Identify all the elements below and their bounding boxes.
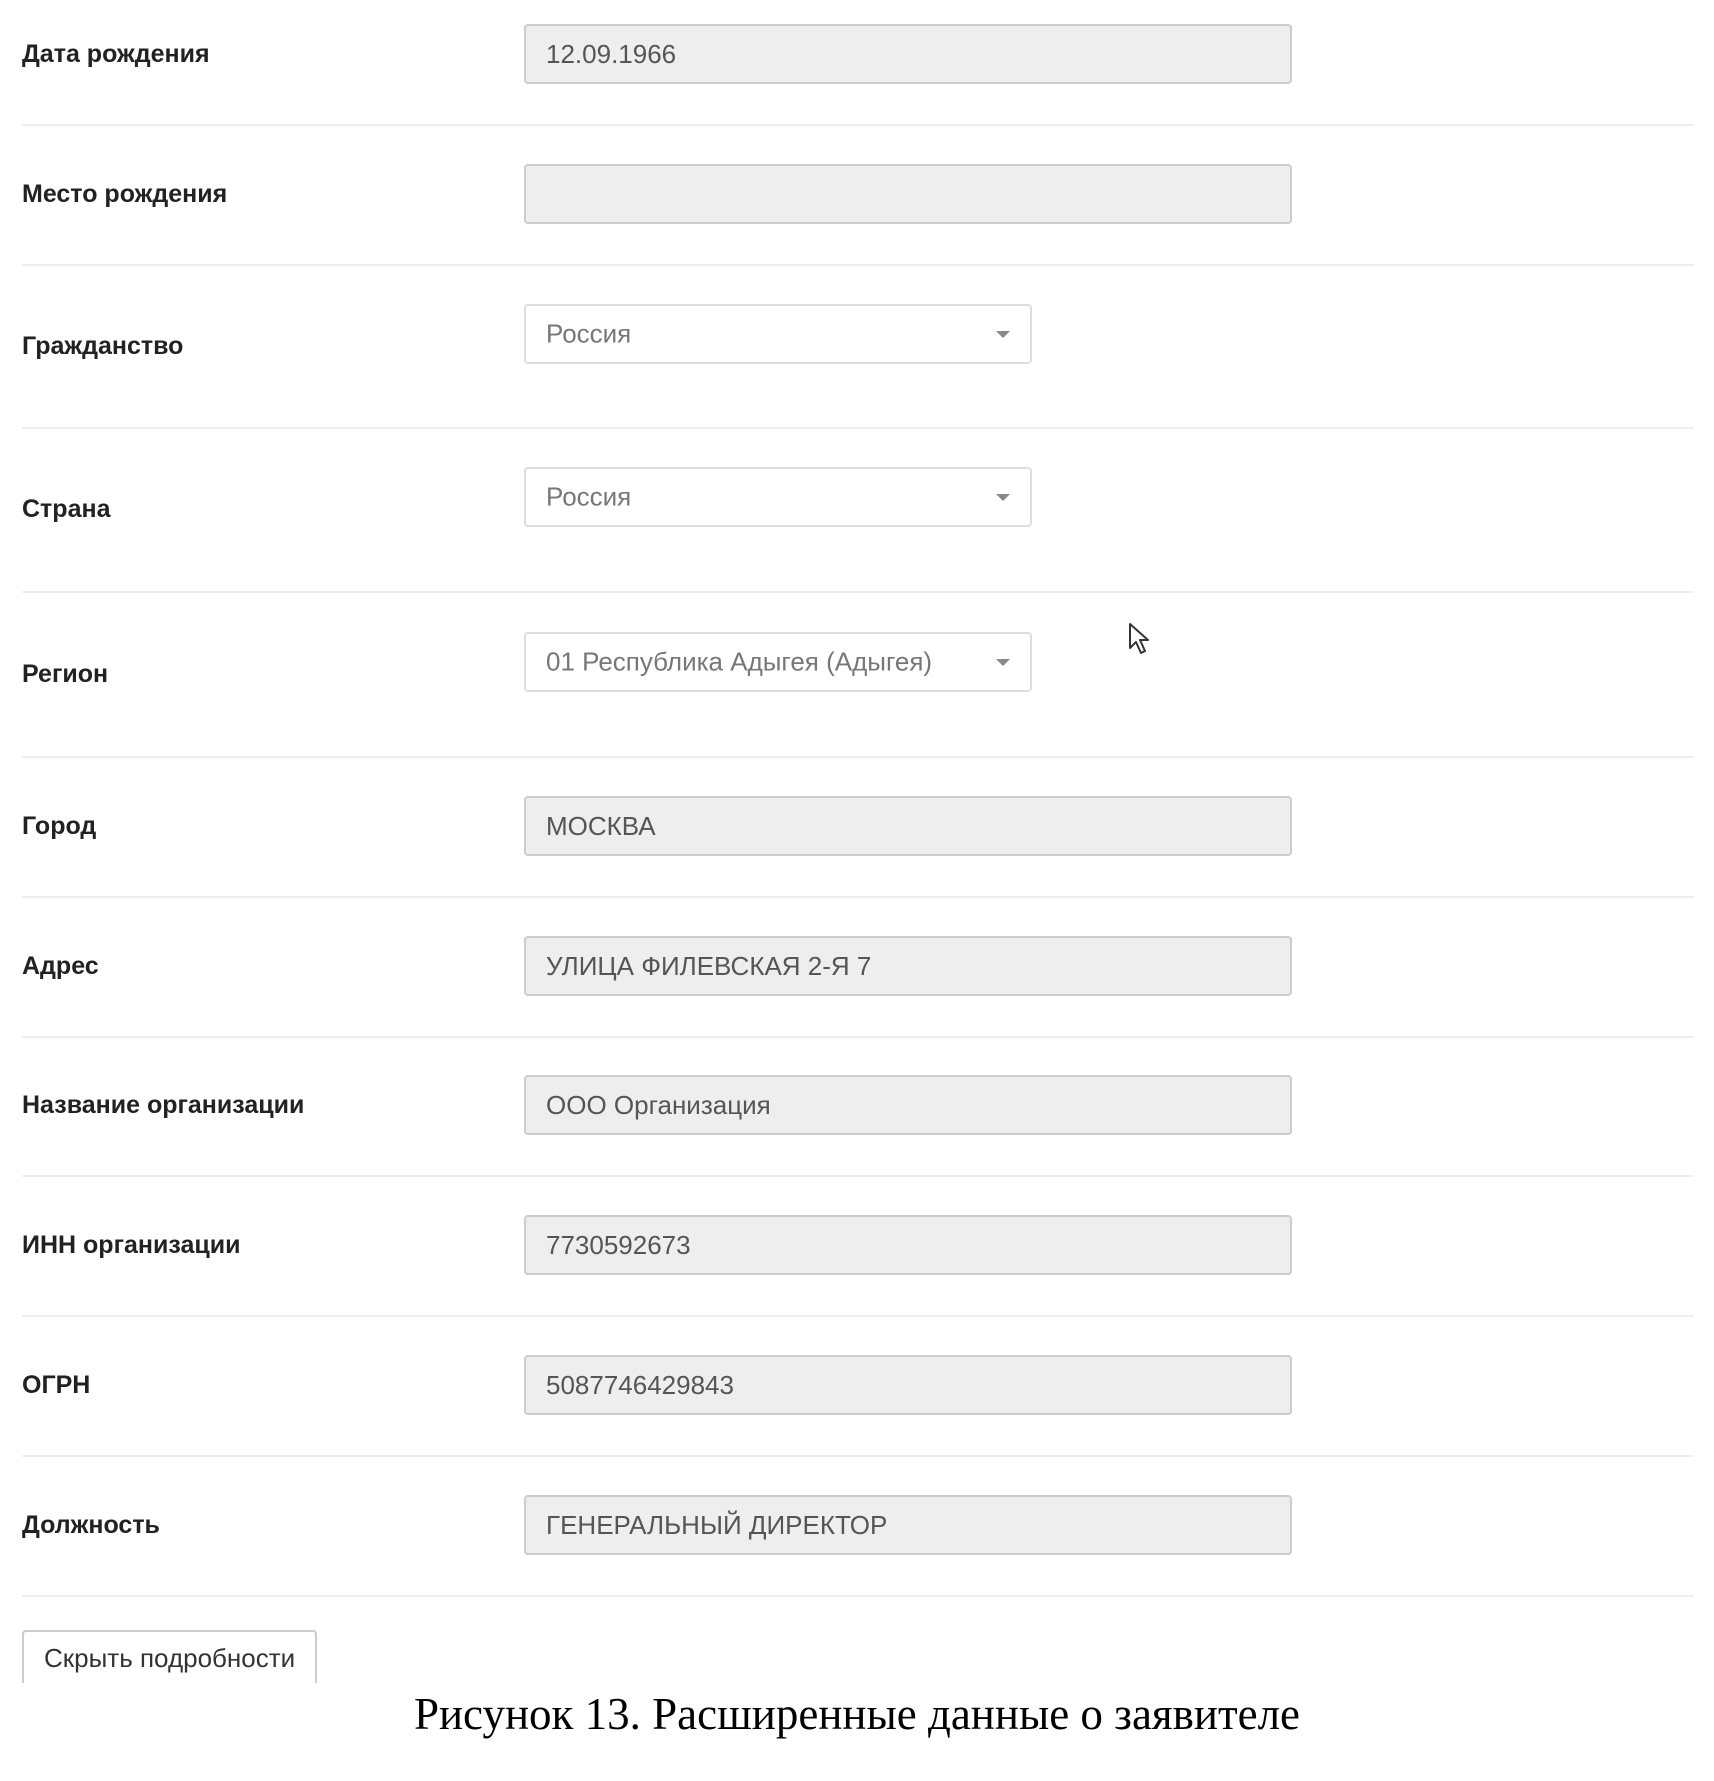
country-label: Страна: [22, 495, 111, 523]
row-divider: [22, 264, 1694, 266]
row-divider: [22, 1455, 1694, 1457]
position-input[interactable]: [524, 1495, 1292, 1555]
caret-down-icon: [996, 494, 1010, 501]
birth-date-label: Дата рождения: [22, 40, 210, 68]
caret-down-icon: [996, 331, 1010, 338]
country-select-value: Россия: [546, 481, 632, 512]
mouse-pointer-icon: [1128, 622, 1152, 656]
row-divider: [22, 1175, 1694, 1177]
city-input[interactable]: [524, 796, 1292, 856]
hide-details-button[interactable]: Скрыть подробности: [22, 1630, 317, 1683]
org-name-input[interactable]: [524, 1075, 1292, 1135]
region-select-value: 01 Республика Адыгея (Адыгея): [546, 646, 933, 677]
row-divider: [22, 756, 1694, 758]
row-divider: [22, 1036, 1694, 1038]
row-divider: [22, 896, 1694, 898]
region-select[interactable]: [524, 632, 1032, 692]
figure-caption: Рисунок 13. Расширенные данные о заявителе: [413, 1689, 1301, 1739]
country-select[interactable]: [524, 467, 1032, 527]
address-label: Адрес: [22, 952, 99, 980]
ogrn-input[interactable]: [524, 1355, 1292, 1415]
org-inn-input[interactable]: [524, 1215, 1292, 1275]
birth-place-label: Место рождения: [22, 180, 228, 208]
row-divider: [22, 591, 1694, 593]
org-inn-label: ИНН организации: [22, 1231, 241, 1259]
ogrn-label: ОГРН: [22, 1371, 91, 1399]
row-divider: [22, 1595, 1694, 1597]
citizenship-label: Гражданство: [22, 332, 184, 360]
org-name-label: Название организации: [22, 1091, 305, 1119]
caret-down-icon: [996, 659, 1010, 666]
birth-place-input[interactable]: [524, 164, 1292, 224]
citizenship-select[interactable]: [524, 304, 1032, 364]
row-divider: [22, 427, 1694, 429]
region-label: Регион: [22, 660, 109, 688]
birth-date-input[interactable]: [524, 24, 1292, 84]
citizenship-select-value: Россия: [546, 318, 632, 349]
row-divider: [22, 1315, 1694, 1317]
position-label: Должность: [22, 1511, 160, 1539]
address-input[interactable]: [524, 936, 1292, 996]
city-label: Город: [22, 812, 97, 840]
row-divider: [22, 124, 1694, 126]
